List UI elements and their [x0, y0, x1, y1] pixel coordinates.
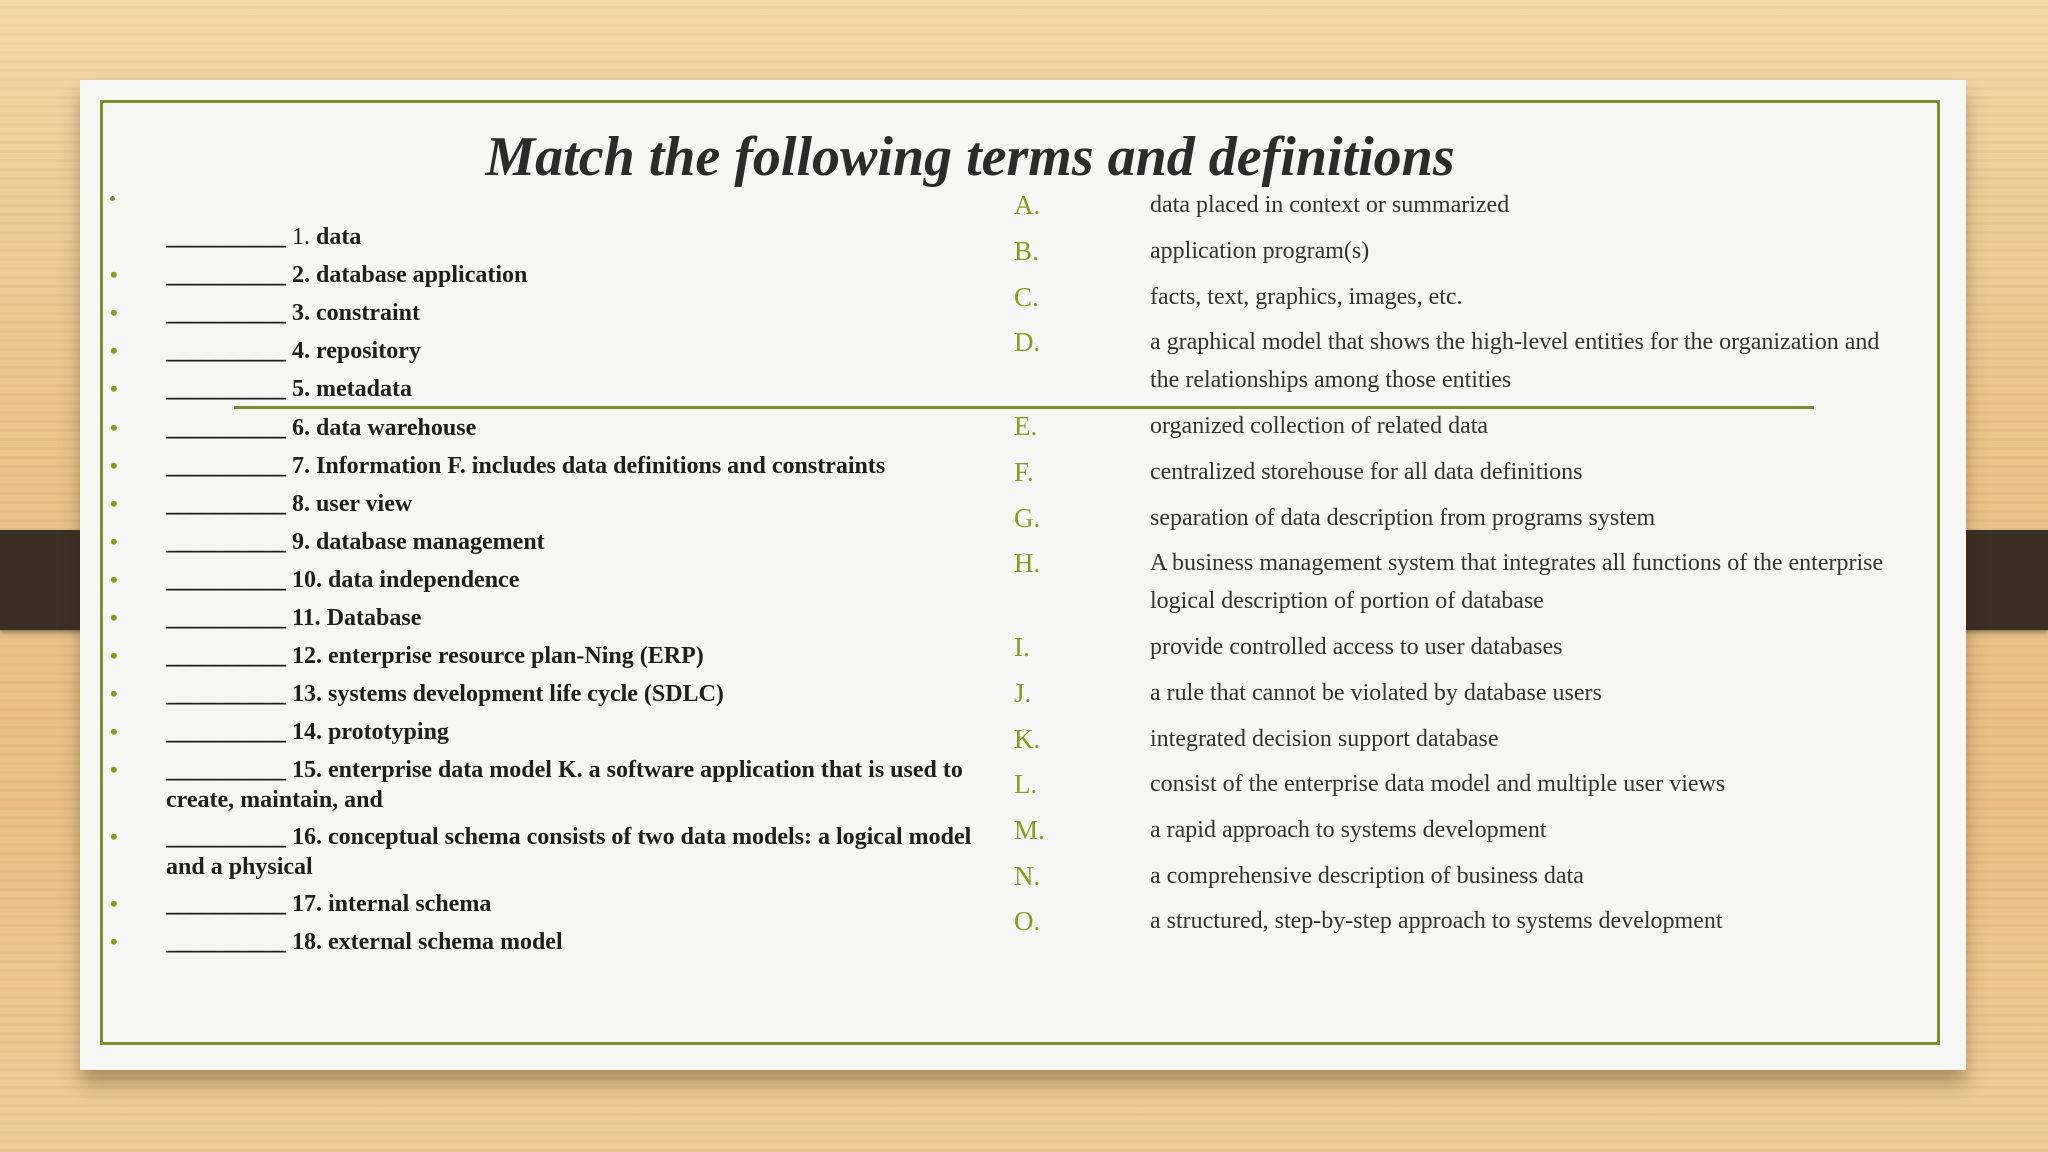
definition-letter: B.	[1014, 236, 1039, 266]
term-item	[110, 603, 1000, 633]
definition-text: facts, text, graphics, images, etc.	[1150, 284, 1463, 310]
term-item	[110, 927, 1000, 957]
definition-text: application program(s)	[1150, 238, 1370, 264]
term-number: 1.	[292, 224, 310, 250]
term-item	[110, 889, 1000, 919]
bullet-icon: •	[110, 529, 118, 554]
bullet-icon: •	[110, 453, 118, 478]
definition-item	[1014, 453, 1884, 491]
definition-text: organized collection of related data	[1150, 413, 1489, 439]
term-label: enterprise data model K. a software application that is used to create, maintain, and	[166, 757, 963, 813]
term-text	[166, 717, 1000, 747]
term-item	[110, 717, 1000, 747]
answer-blank: __________	[166, 719, 286, 745]
term-label: Database	[326, 605, 422, 631]
definition-letter: J.	[1014, 678, 1032, 708]
term-number: 16.	[292, 824, 322, 850]
definition-item	[1014, 232, 1884, 270]
bullet-icon: •	[110, 643, 118, 668]
definition-item	[1014, 323, 1884, 399]
definition-letter: H.	[1014, 548, 1041, 578]
term-item	[110, 489, 1000, 519]
term-number: 9.	[292, 529, 310, 555]
answer-blank: __________	[166, 824, 286, 850]
definition-text: consist of the enterprise data model and multiple user views	[1150, 771, 1726, 797]
term-item	[110, 374, 1000, 404]
bullet-icon: •	[110, 719, 118, 744]
term-item	[110, 413, 1000, 443]
term-text	[166, 889, 1000, 919]
definition-item	[1014, 857, 1884, 895]
term-number: 5.	[292, 376, 310, 402]
definition-letter: G.	[1014, 503, 1041, 533]
term-text	[166, 298, 1000, 328]
definition-letter: K.	[1014, 724, 1041, 754]
term-text	[166, 755, 1000, 815]
term-label: constraint	[316, 300, 420, 326]
term-number: 15.	[292, 757, 322, 783]
term-text	[166, 679, 1000, 709]
term-item	[110, 565, 1000, 595]
bullet-icon: •	[110, 376, 118, 401]
term-number: 8.	[292, 491, 310, 517]
answer-blank: __________	[166, 300, 286, 326]
answer-blank: __________	[166, 643, 286, 669]
term-text	[166, 489, 1000, 519]
term-number: 3.	[292, 300, 310, 326]
term-item	[110, 641, 1000, 671]
term-number: 10.	[292, 567, 322, 593]
term-text	[166, 603, 1000, 633]
term-label: data independence	[328, 567, 520, 593]
term-text	[166, 641, 1000, 671]
term-text	[166, 222, 1000, 252]
bullet-icon: •	[110, 605, 118, 630]
bullet-icon: •	[110, 824, 118, 849]
definition-letter: A.	[1014, 190, 1041, 220]
definition-text: a graphical model that shows the high-level entities for the organization and the relationships among those entities	[1150, 329, 1880, 393]
bullet-icon: •	[110, 567, 118, 592]
term-number: 18.	[292, 929, 322, 955]
term-text	[166, 822, 1000, 882]
term-label: prototyping	[328, 719, 449, 745]
bullet-icon: •	[110, 681, 118, 706]
term-label: external schema model	[328, 929, 563, 955]
answer-blank: __________	[166, 491, 286, 517]
answer-blank: __________	[166, 262, 286, 288]
term-label: repository	[316, 338, 421, 364]
term-number: 6.	[292, 415, 310, 441]
answer-blank: __________	[166, 681, 286, 707]
definition-text: provide controlled access to user databases	[1150, 634, 1563, 660]
answer-blank: __________	[166, 567, 286, 593]
answer-blank: __________	[166, 929, 286, 955]
bullet-icon: •	[110, 491, 118, 516]
definition-text: centralized storehouse for all data definitions	[1150, 459, 1583, 485]
answer-blank: __________	[166, 224, 286, 250]
definition-text: A business management system that integrates all functions of the enterprise logical description of portion of database	[1150, 550, 1884, 614]
definition-letter: O.	[1014, 906, 1041, 936]
definition-letter: L.	[1014, 769, 1038, 799]
term-item	[110, 451, 1000, 481]
definition-letter: N.	[1014, 861, 1041, 891]
term-item	[110, 822, 1000, 882]
slide-title: Match the following terms and definitions	[485, 126, 1455, 188]
term-number: 4.	[292, 338, 310, 364]
answer-blank: __________	[166, 415, 286, 441]
definition-text: integrated decision support database	[1150, 726, 1499, 752]
term-text	[166, 527, 1000, 557]
definition-item	[1014, 278, 1884, 316]
term-label: database management	[316, 529, 545, 555]
definition-letter: C.	[1014, 282, 1039, 312]
definition-text: a rapid approach to systems development	[1150, 817, 1547, 843]
term-item	[110, 755, 1000, 815]
term-label: internal schema	[328, 891, 492, 917]
definition-item	[1014, 720, 1884, 758]
term-text	[166, 260, 1000, 290]
definition-item	[1014, 902, 1884, 940]
term-label: user view	[316, 491, 413, 517]
bullet-icon: •	[110, 891, 118, 916]
definition-letter: F.	[1014, 457, 1034, 487]
definition-item	[1014, 499, 1884, 537]
term-text	[166, 451, 1000, 481]
answer-blank: __________	[166, 757, 286, 783]
definition-item	[1014, 544, 1884, 620]
definition-letter: D.	[1014, 327, 1041, 357]
definition-letter: E.	[1014, 411, 1038, 441]
answer-blank: __________	[166, 338, 286, 364]
definition-item	[1014, 407, 1884, 445]
term-label: conceptual schema consists of two data models: a logical model and a physical	[166, 824, 972, 880]
term-text	[166, 927, 1000, 957]
bullet-icon: •	[110, 262, 118, 287]
term-item	[110, 298, 1000, 328]
definition-text: a rule that cannot be violated by database users	[1150, 680, 1602, 706]
term-label: metadata	[316, 376, 412, 402]
term-number: 2.	[292, 262, 310, 288]
term-item	[110, 260, 1000, 290]
term-label: database application	[316, 262, 528, 288]
definition-item	[1014, 186, 1884, 224]
stray-bullet-dot	[110, 196, 115, 201]
bullet-icon: •	[110, 338, 118, 363]
term-number: 17.	[292, 891, 322, 917]
term-item	[110, 527, 1000, 557]
definition-letter: M.	[1014, 815, 1045, 845]
term-label: data warehouse	[316, 415, 477, 441]
term-number: 7.	[292, 453, 310, 479]
term-number: 13.	[292, 681, 322, 707]
bullet-icon: •	[110, 929, 118, 954]
definition-item	[1014, 811, 1884, 849]
term-label: enterprise resource plan-Ning (ERP)	[328, 643, 704, 669]
definition-text: data placed in context or summarized	[1150, 192, 1510, 218]
definition-item	[1014, 765, 1884, 803]
term-item	[110, 336, 1000, 366]
definition-item	[1014, 674, 1884, 712]
answer-blank: __________	[166, 891, 286, 917]
term-label: data	[316, 224, 362, 250]
term-text	[166, 565, 1000, 595]
answer-blank: __________	[166, 605, 286, 631]
term-item	[110, 679, 1000, 709]
term-text	[166, 374, 1000, 404]
term-text	[166, 336, 1000, 366]
term-label: Information F. includes data definitions and constraints	[316, 453, 886, 479]
term-number: 14.	[292, 719, 322, 745]
bullet-icon: •	[110, 757, 118, 782]
answer-blank: __________	[166, 453, 286, 479]
definition-item	[1014, 628, 1884, 666]
term-number: 12.	[292, 643, 322, 669]
term-number: 11.	[292, 605, 321, 631]
definition-letter: I.	[1014, 632, 1030, 662]
definition-text: a structured, step-by-step approach to systems development	[1150, 908, 1723, 934]
term-item	[110, 222, 1000, 252]
definition-text: a comprehensive description of business data	[1150, 863, 1584, 889]
answer-blank: __________	[166, 529, 286, 555]
answer-blank: __________	[166, 376, 286, 402]
definition-text: separation of data description from programs system	[1150, 505, 1656, 531]
term-text	[166, 413, 1000, 443]
term-label: systems development life cycle (SDLC)	[328, 681, 724, 707]
bullet-icon: •	[110, 415, 118, 440]
bullet-icon: •	[110, 300, 118, 325]
